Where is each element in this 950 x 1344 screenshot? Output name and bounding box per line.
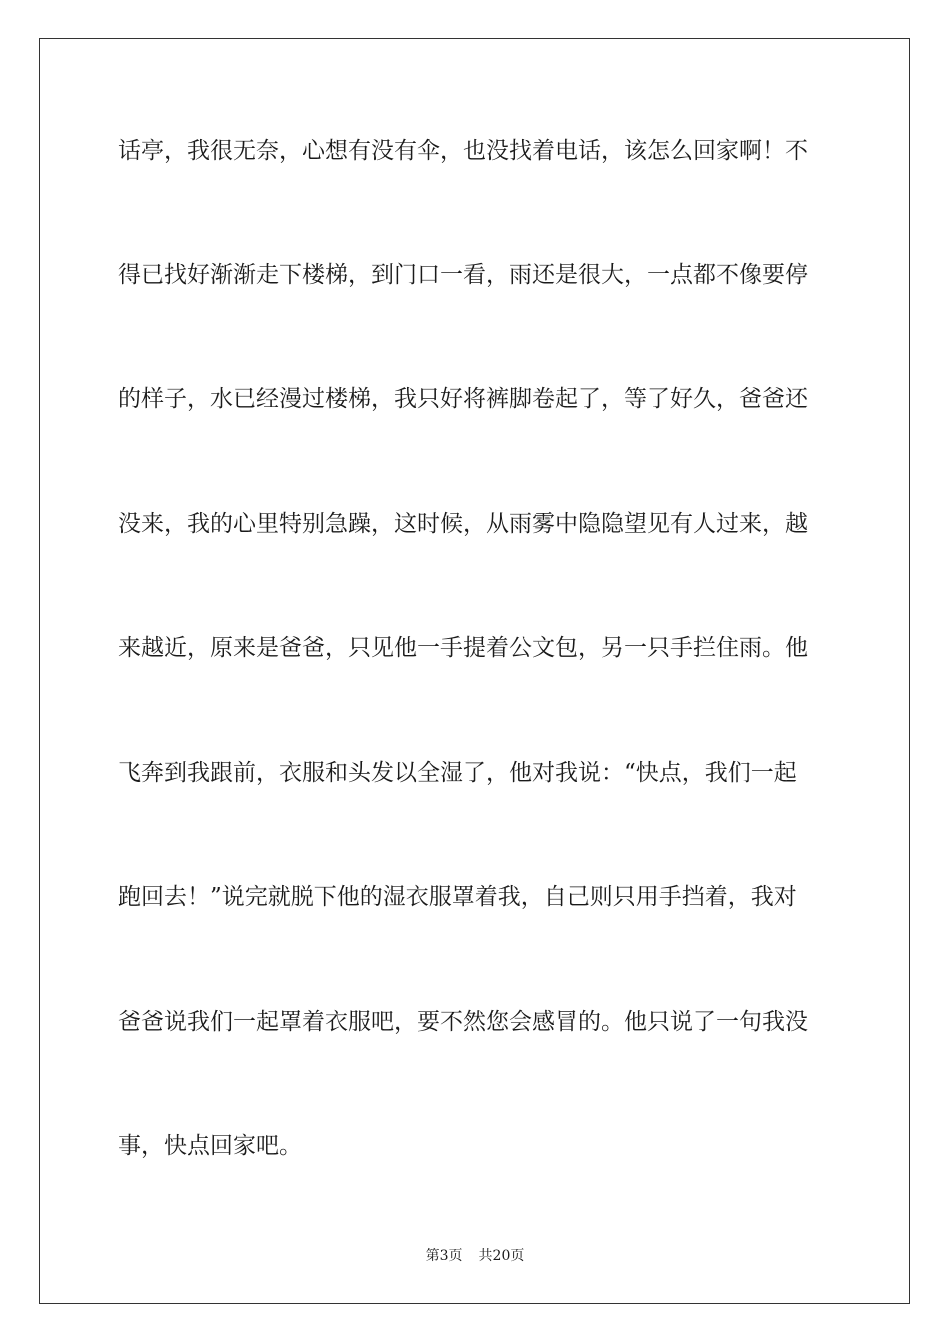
page-footer: [0, 1246, 950, 1266]
body-text-line: 飞奔到我跟前，衣服和头发以全湿了，他对我说：“快点，我们一起: [118, 760, 797, 786]
body-text-line: 爸爸说我们一起罩着衣服吧，要不然您会感冒的。他只说了一句我没: [118, 1009, 808, 1035]
page-total: 共20页: [478, 1248, 525, 1264]
body-text-line: 的样子，水已经漫过楼梯，我只好将裤脚卷起了，等了好久，爸爸还: [118, 386, 808, 412]
body-text-line: 来越近，原来是爸爸，只见他一手提着公文包，另一只手拦住雨。他: [118, 635, 808, 661]
body-text-line: 跑回去！”说完就脱下他的湿衣服罩着我，自己则只用手挡着，我对: [118, 884, 797, 910]
body-text-line: 没来，我的心里特别急躁，这时候，从雨雾中隐隐望见有人过来，越: [118, 511, 808, 537]
body-text-line: 话亭，我很无奈，心想有没有伞，也没找着电话，该怎么回家啊！不: [118, 138, 808, 164]
page-number: 第3页: [425, 1248, 463, 1264]
body-text-line: 得已找好渐渐走下楼梯，到门口一看，雨还是很大，一点都不像要停: [118, 262, 808, 288]
page-frame: [39, 38, 910, 1304]
body-text-line: 事，快点回家吧。: [118, 1133, 302, 1159]
